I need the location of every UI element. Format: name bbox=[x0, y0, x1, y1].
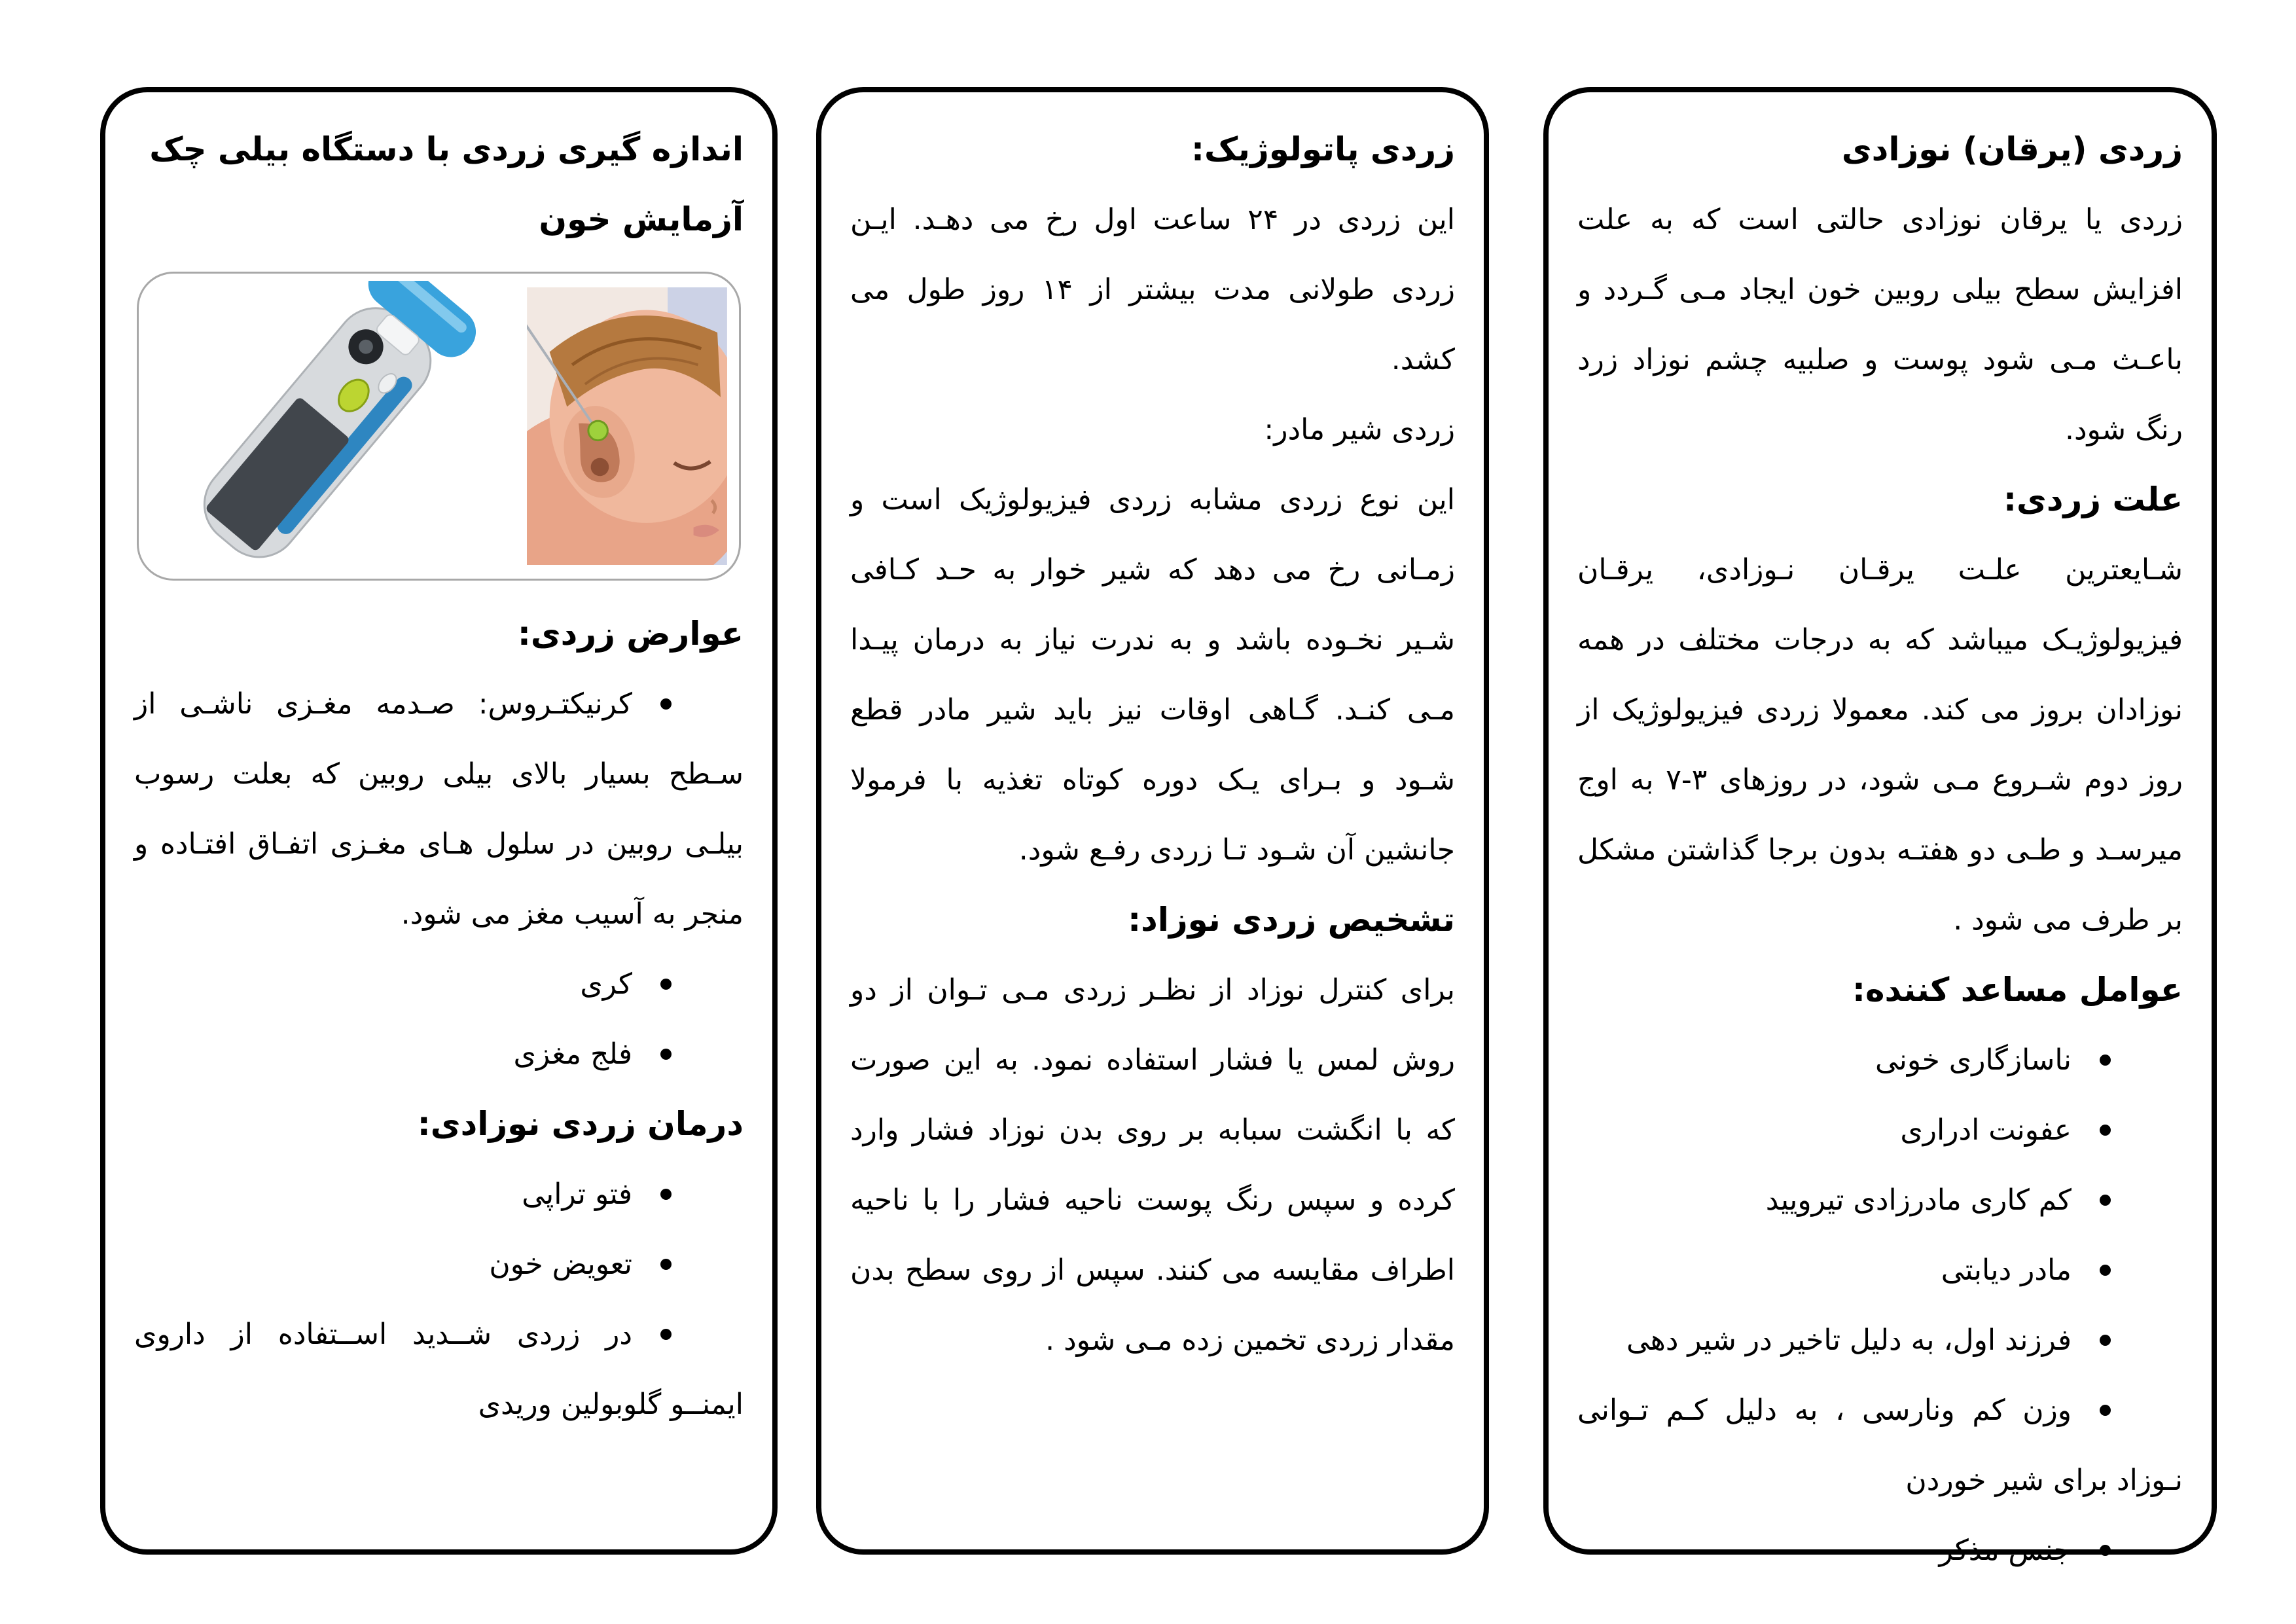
predisposing-factors-heading: عوامل مساعد کننده: bbox=[1852, 971, 2183, 1009]
photo-frame bbox=[137, 272, 741, 581]
measurement-title: اندازه گیری زردی با دستگاه بیلی چک bbox=[149, 130, 744, 168]
list-item: در زردی شــدید اســتفاده از داروی ایمنــو گلوبولین وریدی bbox=[134, 1299, 744, 1439]
list-item: ناسازگاری خونی bbox=[1577, 1025, 2183, 1095]
complications-heading: عوارض زردی: bbox=[517, 615, 744, 653]
list-item: فتو تراپی bbox=[134, 1159, 744, 1229]
list-item: جنس مذکر bbox=[1577, 1515, 2183, 1585]
cause-heading: علت زردی: bbox=[2003, 480, 2183, 518]
overview-title: زردی (یرقان) نوزادی bbox=[1841, 130, 2183, 168]
panel-jaundice-overview bbox=[1543, 87, 2217, 1567]
list-item: عفونت ادراری bbox=[1577, 1095, 2183, 1165]
bilicheck-device-icon bbox=[151, 281, 491, 571]
list-item: وزن کم ونارسی ، به دلیل کـم تـوانی نـوزاد برای شیر خوردن bbox=[1577, 1375, 2183, 1515]
treatment-heading: درمان زردی نوزادی: bbox=[417, 1105, 744, 1143]
list-item: کرنیکتـروس: صـدمه مغـزی ناشـی از سـطح بسیار بالای بیلی روبین که بعلت رسوب بیلـی روبین در سلول هـای مغـزی اتفـاق افتـاده و منجر به آسیب مغز می شود. bbox=[134, 669, 744, 949]
list-item: کری bbox=[134, 949, 744, 1019]
overview-intro-paragraph: زردی یا یرقان نوزادی حالتی است که به علت افزایش سطح بیلی روبین خون ایجاد مـی گـردد و باعـث مـی شود پوست و صلبیه چشم نوزاد زرد رنگ شود. bbox=[1577, 203, 2183, 446]
complications-list bbox=[134, 669, 744, 1089]
list-item: فرزند اول، به دلیل تاخیر در شیر دهی bbox=[1577, 1305, 2183, 1375]
treatment-list bbox=[134, 1159, 744, 1439]
blood-test-subtitle: آزمایش خون bbox=[539, 200, 744, 238]
panel-measurement bbox=[100, 87, 778, 1555]
panel-pathologic-jaundice bbox=[816, 87, 1489, 1555]
pathologic-intro-paragraph: این زردی در ۲۴ ساعت اول رخ می دهـد. ایـن زردی طولانی مدت بیشتر از ۱۴ روز طول می کشد. bbox=[850, 203, 1456, 376]
list-item: تعویض خون bbox=[134, 1229, 744, 1299]
pathologic-title: زردی پاتولوژیک: bbox=[1191, 130, 1455, 168]
diagnosis-heading: تشخیص زردی نوزاد: bbox=[1128, 901, 1455, 939]
predisposing-factors-list bbox=[1577, 1025, 2183, 1585]
list-item: کم کاری مادرزادی تیرویید bbox=[1577, 1165, 2183, 1235]
newborn-ear-probe-photo bbox=[527, 287, 727, 565]
breastmilk-jaundice-paragraph: این نوع زردی مشابه زردی فیزیولوژیک است و زمـانی رخ می دهد که شیر خوار به حـد کـافی شـیر نخـوده باشد و به ندرت نیاز به درمان پیـدا مـی کنـد. گـاهی اوقات نیز باید شیر مادر قطع شـود و بـرای یـک دوره کوتاه تغذیه با فرمولا جانشین آن شـود تـا زردی رفـع شود. bbox=[850, 483, 1455, 867]
list-item: مادر دیابتی bbox=[1577, 1235, 2183, 1305]
list-item: فلج مغزی bbox=[134, 1019, 744, 1089]
diagnosis-paragraph: برای کنترل نوزاد از نظـر زردی مـی تـوان از دو روش لمس یا فشار استفاده نمود. به این صورت که با انگشت سبابه بر روی بدن نوزاد فشار وارد کرده و سپس رنگ پوست ناحیه فشار را با ناحیه اطراف مقایسه می کنند. سپس از روی سطح بدن مقدار زردی تخمین زده مـی شود . bbox=[850, 973, 1455, 1357]
cause-paragraph: شـایعترین علـت یرقـان نـوزادی، یرقـان فیزیولوژیـک میباشد که به درجات مختلف در همه نوزادان بروز می کند. معمولا زردی فیزیولوژیک از روز دوم شـروع مـی شود، در روزهای ۳-۷ به اوج میرسـد و طـی دو هفتـه بدون برجا گذاشتن مشکل بر طرف می شود . bbox=[1577, 553, 2183, 937]
breastmilk-jaundice-subheading: زردی شیر مادر: bbox=[1264, 413, 1455, 446]
